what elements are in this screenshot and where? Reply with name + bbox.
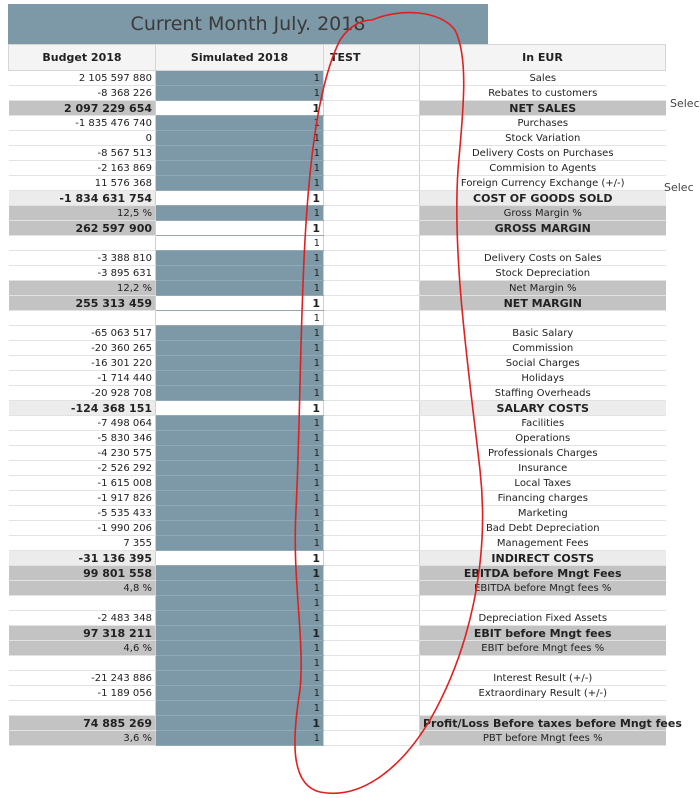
cell-budget: -3 895 631 [9, 266, 156, 281]
cell-test [324, 146, 420, 161]
cell-label: NET MARGIN [420, 296, 666, 311]
cell-label: Social Charges [420, 356, 666, 371]
table-row [9, 551, 666, 566]
cell-simulated[interactable]: 1 [156, 326, 324, 341]
cell-simulated[interactable]: 1 [156, 641, 324, 656]
table-row [9, 446, 666, 461]
cell-simulated[interactable]: 1 [156, 311, 324, 326]
cell-label: Depreciation Fixed Assets [420, 611, 666, 626]
table-row [9, 386, 666, 401]
table-row [9, 281, 666, 296]
cell-budget: -2 483 348 [9, 611, 156, 626]
cell-label: Facilities [420, 416, 666, 431]
cell-label: Insurance [420, 461, 666, 476]
cell-simulated[interactable]: 1 [156, 266, 324, 281]
cell-test [324, 326, 420, 341]
cell-label: Financing charges [420, 491, 666, 506]
cell-test [324, 716, 420, 731]
cell-budget: 2 105 597 880 [9, 71, 156, 86]
cell-budget: 11 576 368 [9, 176, 156, 191]
cell-label: EBITDA before Mngt fees % [420, 581, 666, 596]
cell-simulated[interactable]: 1 [156, 416, 324, 431]
cell-simulated[interactable]: 1 [156, 116, 324, 131]
cell-test [324, 476, 420, 491]
cell-budget: -1 917 826 [9, 491, 156, 506]
cell-simulated[interactable]: 1 [156, 491, 324, 506]
cell-simulated[interactable]: 1 [156, 131, 324, 146]
cell-simulated[interactable]: 1 [156, 731, 324, 746]
cell-simulated[interactable]: 1 [156, 281, 324, 296]
cell-budget: 97 318 211 [9, 626, 156, 641]
cell-test [324, 551, 420, 566]
cell-test [324, 656, 420, 671]
cell-simulated[interactable]: 1 [156, 626, 324, 641]
cell-test [324, 461, 420, 476]
report-title: Current Month July. 2018 [8, 4, 488, 44]
cell-simulated[interactable]: 1 [156, 566, 324, 581]
table-row [9, 341, 666, 356]
cell-label: Purchases [420, 116, 666, 131]
cell-simulated[interactable]: 1 [156, 101, 324, 116]
cell-label: COST OF GOODS SOLD [420, 191, 666, 206]
cell-budget: 12,5 % [9, 206, 156, 221]
cell-label: Bad Debt Depreciation [420, 521, 666, 536]
cell-test [324, 701, 420, 716]
cell-simulated[interactable]: 1 [156, 536, 324, 551]
cell-budget: -1 990 206 [9, 521, 156, 536]
table-row [9, 521, 666, 536]
cell-simulated[interactable]: 1 [156, 461, 324, 476]
cell-simulated[interactable]: 1 [156, 476, 324, 491]
cell-test [324, 671, 420, 686]
cell-label: INDIRECT COSTS [420, 551, 666, 566]
cell-simulated[interactable]: 1 [156, 701, 324, 716]
cell-label: Local Taxes [420, 476, 666, 491]
table-row [9, 86, 666, 101]
side-label-select[interactable]: Selec [670, 97, 700, 110]
cell-label: Rebates to customers [420, 86, 666, 101]
cell-simulated[interactable]: 1 [156, 221, 324, 236]
cell-budget: 12,2 % [9, 281, 156, 296]
cell-simulated[interactable]: 1 [156, 551, 324, 566]
cell-simulated[interactable]: 1 [156, 71, 324, 86]
col-header-budget[interactable]: Budget 2018 [9, 45, 156, 71]
cell-budget: -1 835 476 740 [9, 116, 156, 131]
cell-test [324, 401, 420, 416]
cell-test [324, 311, 420, 326]
cell-budget: -2 163 869 [9, 161, 156, 176]
cell-budget: 262 597 900 [9, 221, 156, 236]
cell-budget: -7 498 064 [9, 416, 156, 431]
cell-label: GROSS MARGIN [420, 221, 666, 236]
cell-budget: -20 928 708 [9, 386, 156, 401]
cell-budget: 99 801 558 [9, 566, 156, 581]
cell-test [324, 236, 420, 251]
cell-budget: -5 535 433 [9, 506, 156, 521]
cell-label: EBIT before Mngt fees % [420, 641, 666, 656]
cell-budget [9, 656, 156, 671]
cell-simulated[interactable]: 1 [156, 356, 324, 371]
table-row [9, 311, 666, 326]
cell-test [324, 626, 420, 641]
cell-budget [9, 236, 156, 251]
cell-simulated[interactable]: 1 [156, 521, 324, 536]
table-row [9, 491, 666, 506]
cell-label: Staffing Overheads [420, 386, 666, 401]
cell-label: Delivery Costs on Sales [420, 251, 666, 266]
cell-label: Foreign Currency Exchange (+/-) [420, 176, 666, 191]
cell-label [420, 596, 666, 611]
cell-test [324, 686, 420, 701]
table-row [9, 236, 666, 251]
cell-budget: 255 313 459 [9, 296, 156, 311]
cell-budget: -5 830 346 [9, 431, 156, 446]
cell-simulated[interactable]: 1 [156, 206, 324, 221]
cell-budget: -124 368 151 [9, 401, 156, 416]
cell-simulated[interactable]: 1 [156, 596, 324, 611]
table-row [9, 686, 666, 701]
cell-test [324, 641, 420, 656]
cell-budget: 4,6 % [9, 641, 156, 656]
col-header-test[interactable]: TEST [324, 45, 420, 71]
cell-budget: 0 [9, 131, 156, 146]
cell-budget: -4 230 575 [9, 446, 156, 461]
cell-label: EBIT before Mngt fees [420, 626, 666, 641]
cell-budget [9, 596, 156, 611]
cell-simulated[interactable]: 1 [156, 716, 324, 731]
cell-budget: 74 885 269 [9, 716, 156, 731]
table-row [9, 566, 666, 581]
cell-test [324, 521, 420, 536]
cell-label: PBT before Mngt fees % [420, 731, 666, 746]
cell-test [324, 71, 420, 86]
cell-test [324, 731, 420, 746]
table-row [9, 626, 666, 641]
table-row [9, 266, 666, 281]
cell-simulated[interactable]: 1 [156, 671, 324, 686]
table-row [9, 146, 666, 161]
table-row [9, 716, 666, 731]
cell-test [324, 341, 420, 356]
cell-test [324, 251, 420, 266]
cell-budget: -1 615 008 [9, 476, 156, 491]
cell-simulated[interactable]: 1 [156, 146, 324, 161]
cell-test [324, 296, 420, 311]
cell-label: Operations [420, 431, 666, 446]
cell-budget: 7 355 [9, 536, 156, 551]
table-row [9, 116, 666, 131]
cell-test [324, 86, 420, 101]
cell-budget: 4,8 % [9, 581, 156, 596]
cell-test [324, 446, 420, 461]
table-row [9, 596, 666, 611]
cell-label: Commission [420, 341, 666, 356]
cell-simulated[interactable]: 1 [156, 581, 324, 596]
cell-test [324, 221, 420, 236]
cell-simulated[interactable]: 1 [156, 506, 324, 521]
cell-label: Basic Salary [420, 326, 666, 341]
cell-budget: -20 360 265 [9, 341, 156, 356]
cell-budget: -8 567 513 [9, 146, 156, 161]
table-row [9, 401, 666, 416]
cell-test [324, 566, 420, 581]
table-row [9, 461, 666, 476]
cell-test [324, 611, 420, 626]
cell-simulated[interactable]: 1 [156, 341, 324, 356]
cell-budget [9, 311, 156, 326]
cell-test [324, 416, 420, 431]
cell-test [324, 131, 420, 146]
cell-test [324, 596, 420, 611]
cell-budget: -3 388 810 [9, 251, 156, 266]
cell-test [324, 431, 420, 446]
cell-budget: 2 097 229 654 [9, 101, 156, 116]
cell-test [324, 581, 420, 596]
cell-test [324, 176, 420, 191]
cell-label [420, 311, 666, 326]
table-row [9, 581, 666, 596]
table-row [9, 371, 666, 386]
cell-label [420, 236, 666, 251]
cell-test [324, 161, 420, 176]
table-row [9, 731, 666, 746]
table-row [9, 326, 666, 341]
cell-test [324, 101, 420, 116]
cell-budget: -21 243 886 [9, 671, 156, 686]
side-label-select[interactable]: Selec [664, 181, 694, 194]
cell-test [324, 506, 420, 521]
table-row [9, 431, 666, 446]
table-row [9, 71, 666, 86]
cell-simulated[interactable]: 1 [156, 296, 324, 311]
cell-label: NET SALES [420, 101, 666, 116]
cell-label [420, 656, 666, 671]
cell-label: SALARY COSTS [420, 401, 666, 416]
cell-budget [9, 701, 156, 716]
table-row [9, 101, 666, 116]
cell-label [420, 701, 666, 716]
cell-test [324, 356, 420, 371]
cell-budget: -16 301 220 [9, 356, 156, 371]
cell-simulated[interactable]: 1 [156, 656, 324, 671]
cell-budget: 3,6 % [9, 731, 156, 746]
cell-label: Extraordinary Result (+/-) [420, 686, 666, 701]
table-row [9, 506, 666, 521]
cell-label: Management Fees [420, 536, 666, 551]
cell-label: Sales [420, 71, 666, 86]
cell-test [324, 371, 420, 386]
cell-test [324, 281, 420, 296]
cell-label: Net Margin % [420, 281, 666, 296]
cell-simulated[interactable]: 1 [156, 236, 324, 251]
cell-simulated[interactable]: 1 [156, 251, 324, 266]
table-row [9, 176, 666, 191]
table-row [9, 536, 666, 551]
cell-test [324, 191, 420, 206]
table-row [9, 416, 666, 431]
cell-budget: -31 136 395 [9, 551, 156, 566]
cell-simulated[interactable]: 1 [156, 86, 324, 101]
table-row [9, 611, 666, 626]
table-row [9, 671, 666, 686]
cell-simulated[interactable]: 1 [156, 176, 324, 191]
table-row [9, 476, 666, 491]
table-row [9, 701, 666, 716]
cell-simulated[interactable]: 1 [156, 371, 324, 386]
cell-label: Professionals Charges [420, 446, 666, 461]
cell-simulated[interactable]: 1 [156, 611, 324, 626]
cell-label: Commision to Agents [420, 161, 666, 176]
cell-label: Holidays [420, 371, 666, 386]
table-row [9, 221, 666, 236]
table-row [9, 641, 666, 656]
cell-label: Stock Variation [420, 131, 666, 146]
table-row [9, 206, 666, 221]
cell-budget: -1 189 056 [9, 686, 156, 701]
cell-test [324, 536, 420, 551]
table-row [9, 296, 666, 311]
cell-label: Gross Margin % [420, 206, 666, 221]
cell-test [324, 116, 420, 131]
cell-label: Interest Result (+/-) [420, 671, 666, 686]
cell-budget: -1 714 440 [9, 371, 156, 386]
table-row [9, 656, 666, 671]
col-header-label[interactable]: In EUR [420, 45, 666, 71]
cell-test [324, 206, 420, 221]
cell-simulated[interactable]: 1 [156, 446, 324, 461]
table-row [9, 251, 666, 266]
table-row [9, 131, 666, 146]
cell-simulated[interactable]: 1 [156, 161, 324, 176]
cell-simulated[interactable]: 1 [156, 686, 324, 701]
cell-label: Marketing [420, 506, 666, 521]
cell-simulated[interactable]: 1 [156, 431, 324, 446]
cell-simulated[interactable]: 1 [156, 401, 324, 416]
table-header-row [9, 45, 666, 71]
cell-test [324, 266, 420, 281]
cell-label: EBITDA before Mngt Fees [420, 566, 666, 581]
cell-test [324, 386, 420, 401]
cell-test [324, 491, 420, 506]
cell-simulated[interactable]: 1 [156, 191, 324, 206]
cell-budget: -8 368 226 [9, 86, 156, 101]
cell-budget: -2 526 292 [9, 461, 156, 476]
cell-budget: -1 834 631 754 [9, 191, 156, 206]
col-header-simulated[interactable]: Simulated 2018 [156, 45, 324, 71]
table-row [9, 191, 666, 206]
cell-budget: -65 063 517 [9, 326, 156, 341]
table-row [9, 161, 666, 176]
cell-label: Delivery Costs on Purchases [420, 146, 666, 161]
table-row [9, 356, 666, 371]
cell-label: Profit/Loss Before taxes before Mngt fees [420, 716, 666, 731]
cell-label: Stock Depreciation [420, 266, 666, 281]
cell-simulated[interactable]: 1 [156, 386, 324, 401]
